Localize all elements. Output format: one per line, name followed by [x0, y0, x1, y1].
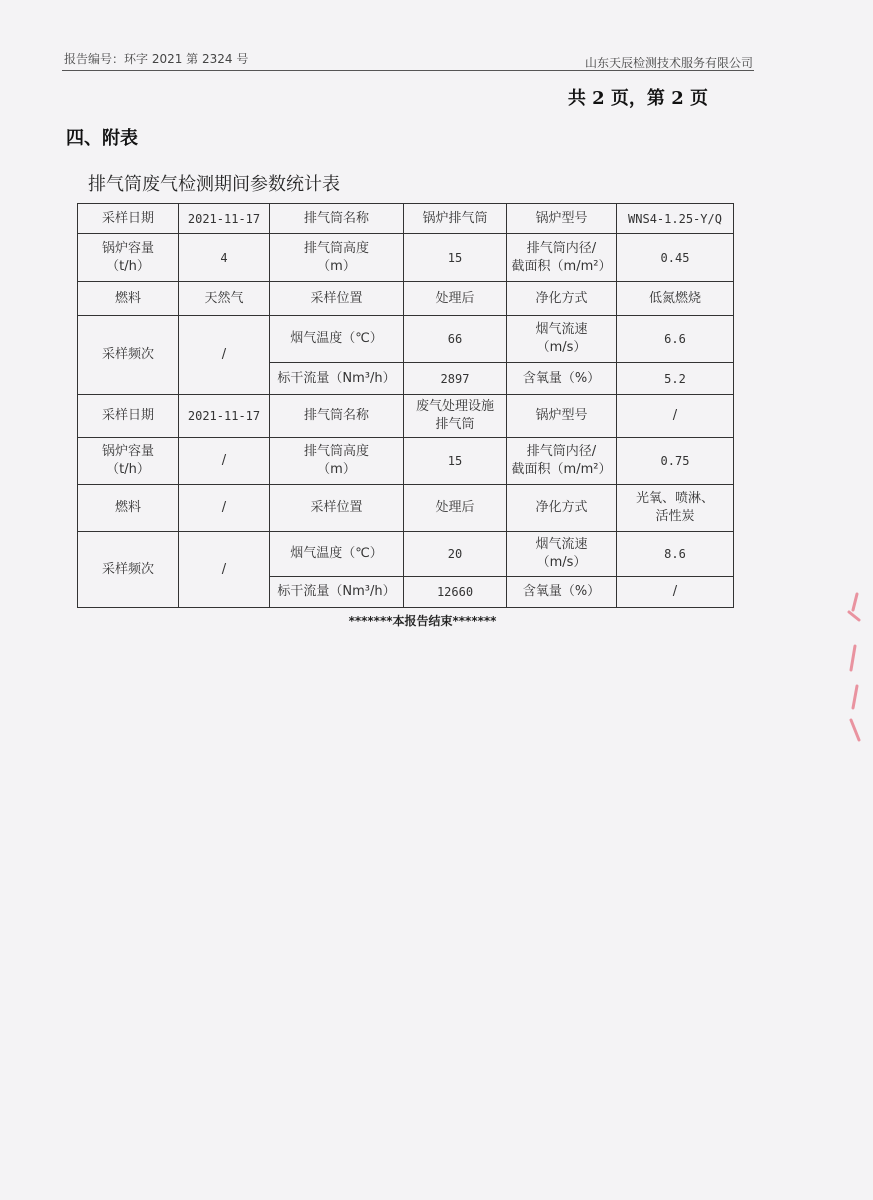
- cell-line: （m/s）: [536, 340, 587, 355]
- header-divider: [62, 70, 754, 71]
- table-row: [78, 438, 734, 485]
- cell-value: 6.6: [617, 316, 734, 363]
- cell-value: 4: [179, 234, 270, 282]
- table-row: [78, 282, 734, 316]
- cell-line: 锅炉容量: [101, 240, 154, 256]
- cell-line: 光氧、喷淋、: [635, 491, 714, 506]
- cell-label: [507, 316, 617, 363]
- table-row: [78, 234, 734, 282]
- cell-label: 排气筒名称: [270, 395, 404, 438]
- cell-value: 0.45: [617, 234, 734, 282]
- cell-line: （t/h）: [106, 462, 150, 477]
- cell-label: [507, 532, 617, 577]
- cell-line: 排气筒高度: [303, 240, 369, 256]
- cell-label: 含氧量（%）: [507, 363, 617, 395]
- cell-value: 2021-11-17: [179, 204, 270, 234]
- cell-value: 处理后: [404, 282, 507, 316]
- table-title: 排气筒废气检测期间参数统计表: [88, 174, 340, 195]
- cell-value: 20: [404, 532, 507, 577]
- cell-value: /: [617, 395, 734, 438]
- cell-line: 锅炉容量: [101, 444, 154, 459]
- cell-value: 5.2: [617, 363, 734, 395]
- cell-label: [78, 438, 179, 485]
- cell-label: 采样位置: [270, 485, 404, 532]
- cell-value: 2897: [404, 363, 507, 395]
- company-name: 山东天辰检测技术服务有限公司: [584, 56, 753, 70]
- table-row: [78, 485, 734, 532]
- cell-value: /: [179, 316, 270, 395]
- cell-value: /: [179, 532, 270, 608]
- cell-label: [507, 234, 617, 282]
- cell-value: /: [179, 485, 270, 532]
- cell-value: 66: [404, 316, 507, 363]
- seal-edge-mark: [843, 590, 865, 750]
- cell-label: 含氧量（%）: [507, 577, 617, 608]
- cell-value: [404, 395, 507, 438]
- cell-label: 采样日期: [78, 395, 179, 438]
- table-row: [78, 204, 734, 234]
- cell-value: [617, 485, 734, 532]
- cell-line: 截面积（m/m²）: [511, 258, 612, 274]
- cell-label: 标干流量（Nm³/h）: [270, 577, 404, 608]
- table-row: [78, 395, 734, 438]
- table-row: [78, 316, 734, 363]
- cell-value: 8.6: [617, 532, 734, 577]
- cell-value: 天然气: [179, 282, 270, 316]
- cell-label: 净化方式: [507, 282, 617, 316]
- cell-value: 15: [404, 234, 507, 282]
- cell-value: 锅炉排气筒: [404, 204, 507, 234]
- cell-value: 低氮燃烧: [617, 282, 734, 316]
- cell-line: 活性炭: [655, 509, 695, 524]
- cell-value: /: [617, 577, 734, 608]
- cell-label: 燃料: [78, 282, 179, 316]
- cell-value: WNS4-1.25-Y/Q: [617, 204, 734, 234]
- cell-label: 标干流量（Nm³/h）: [270, 363, 404, 395]
- cell-value: /: [179, 438, 270, 485]
- cell-label: 烟气温度（℃）: [270, 532, 404, 577]
- cell-value: 处理后: [404, 485, 507, 532]
- cell-line: 排气筒: [435, 417, 475, 432]
- cell-label: 烟气温度（℃）: [270, 316, 404, 363]
- cell-label: 净化方式: [507, 485, 617, 532]
- cell-line: 排气筒内径/: [526, 240, 597, 256]
- cell-value: 0.75: [617, 438, 734, 485]
- cell-line: （t/h）: [106, 258, 150, 274]
- cell-label: 锅炉型号: [507, 395, 617, 438]
- cell-value: 15: [404, 438, 507, 485]
- cell-line: （m）: [317, 258, 356, 274]
- cell-label: [270, 234, 404, 282]
- cell-label: 采样位置: [270, 282, 404, 316]
- cell-label: [270, 438, 404, 485]
- cell-line: 烟气流速: [535, 322, 588, 337]
- cell-line: 废气处理设施: [415, 399, 494, 414]
- cell-line: （m）: [317, 462, 356, 477]
- cell-value: 12660: [404, 577, 507, 608]
- cell-line: （m/s）: [536, 555, 587, 570]
- cell-label: [78, 234, 179, 282]
- table-row: [78, 532, 734, 577]
- cell-label: 采样频次: [78, 316, 179, 395]
- cell-label: 采样日期: [78, 204, 179, 234]
- cell-line: 排气筒内径/: [526, 444, 597, 459]
- cell-label: 锅炉型号: [507, 204, 617, 234]
- report-number: 报告编号：环字 2021 第 2324 号: [64, 52, 249, 66]
- section-title: 四、附表: [66, 128, 138, 149]
- cell-label: 采样频次: [78, 532, 179, 608]
- cell-value: 2021-11-17: [179, 395, 270, 438]
- cell-label: 燃料: [78, 485, 179, 532]
- parameter-table: [77, 203, 734, 608]
- report-end-marker: *******本报告结束*******: [348, 614, 497, 628]
- cell-line: 烟气流速: [535, 537, 588, 552]
- cell-line: 截面积（m/m²）: [511, 462, 612, 477]
- cell-label: 排气筒名称: [270, 204, 404, 234]
- cell-line: 排气筒高度: [303, 444, 369, 459]
- cell-label: [507, 438, 617, 485]
- page-count: 共 2 页，第 2 页: [567, 88, 708, 109]
